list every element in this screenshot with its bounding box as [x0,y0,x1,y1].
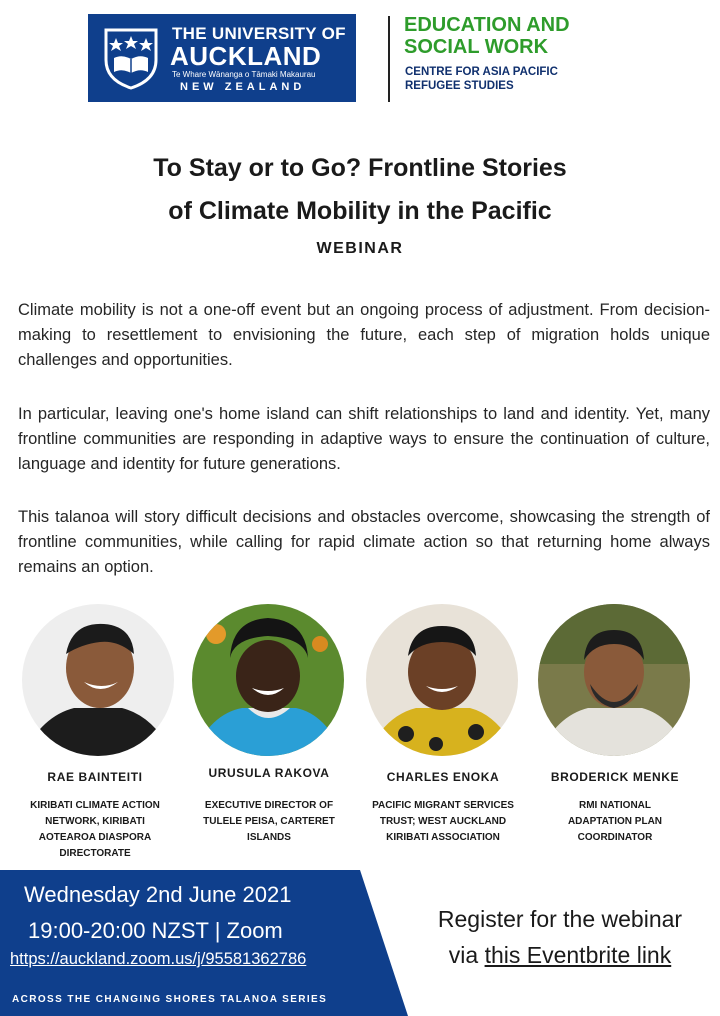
centre-name-line1: CENTRE FOR ASIA PACIFIC [405,66,558,78]
speaker-photo-rae-bainteiti [22,604,174,756]
event-title-line2: of Climate Mobility in the Pacific [168,197,552,225]
university-name-line1: THE UNIVERSITY OF [172,24,346,43]
speaker-role-line: KIRIBATI ASSOCIATION [386,832,500,843]
speaker-role-line: TRUST; WEST AUCKLAND [379,816,507,827]
speaker-name: URUSULA RAKOVA [208,766,330,780]
description-paragraph-2: In particular, leaving one's home island can shift relationships to land and identity. Yet, many frontline communities are responding in adaptive ways to ensure the continuation of culture, language and identity for future generations. [18,405,710,473]
speaker-role-line: KIRIBATI CLIMATE ACTION [30,800,160,811]
speaker-role-line: EXECUTIVE DIRECTOR OF [204,800,334,811]
speaker-role [530,798,700,846]
centre-name-line2: REFUGEE STUDIES [405,80,514,92]
zoom-link[interactable]: https://auckland.zoom.us/j/95581362786 [10,950,307,968]
eventbrite-link[interactable]: this Eventbrite link [484,942,672,968]
faculty-name-line1: EDUCATION AND [404,14,570,36]
speaker-role-line: ISLANDS [247,832,291,843]
speaker-role [10,798,180,862]
description-paragraph-3: This talanoa will story difficult decisions and obstacles overcome, showcasing the strength of frontline communities, while calling for rapid climate action so that returning home always remains an option. [18,508,710,576]
faculty-name [404,14,570,58]
event-time: 19:00-20:00 NZST | Zoom [28,918,283,943]
speaker-photo-broderick-menke [538,604,690,756]
centre-name [405,65,558,93]
event-format: WEBINAR [316,240,404,257]
university-logo [88,14,356,102]
speaker-role-line: ADAPTATION PLAN [567,816,663,827]
speaker-role [184,798,354,846]
event-date: Wednesday 2nd June 2021 [24,882,292,907]
speaker-name: RAE BAINTEITI [47,770,143,784]
speaker-role-line: RMI NATIONAL [578,800,652,811]
speaker-role-line: TULELE PEISA, CARTERET [203,816,335,827]
university-name-line2: AUCKLAND [170,41,322,71]
register-line1: Register for the webinar [437,906,683,932]
speaker-role-line: AOTEAROA DIASPORA [38,832,152,843]
register-line2 [400,942,720,969]
speaker-name: CHARLES ENOKA [386,770,500,784]
speaker-photo-charles-enoka [366,604,518,756]
speaker-name: BRODERICK MENKE [550,770,680,784]
description-paragraph-1: Climate mobility is not a one-off event but an ongoing process of adjustment. From decision-making to resettlement to envisioning the future, each step of migration holds unique challenges and opportunities. [18,301,710,369]
speaker-role-line: NETWORK, KIRIBATI [45,816,145,827]
faculty-name-line2: SOCIAL WORK [404,36,549,58]
series-name: ACROSS THE CHANGING SHORES TALANOA SERIES [12,994,328,1005]
header-divider [388,16,390,102]
university-country: NEW ZEALAND [180,81,306,93]
speaker-role-line: DIRECTORATE [59,848,131,859]
speaker-role-line: COORDINATOR [577,832,653,843]
university-crest-icon [102,26,160,90]
speaker-role-line: PACIFIC MIGRANT SERVICES [372,800,514,811]
event-title-line1: To Stay or to Go? Frontline Stories [153,154,567,182]
university-maori-name: Te Whare Wānanga o Tāmaki Makaurau [172,70,316,79]
speaker-role [358,798,528,846]
speaker-photo-urusula-rakova [192,604,344,756]
register-prefix: via [448,942,485,968]
